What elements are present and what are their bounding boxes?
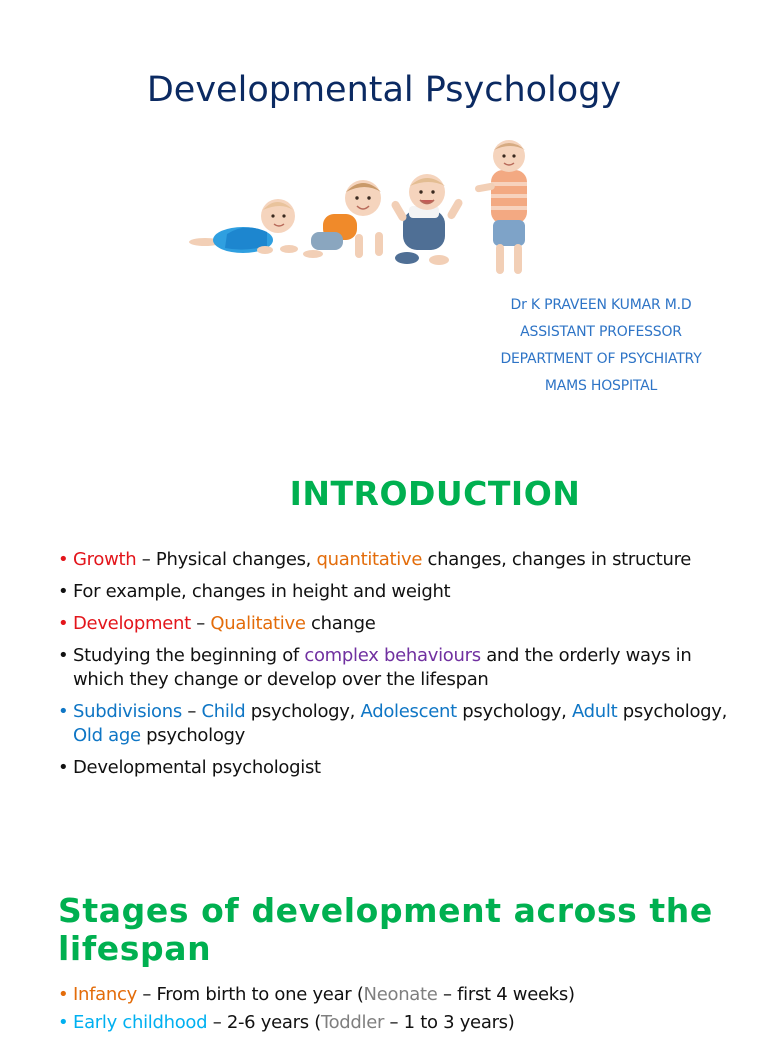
bullet-text: – From birth to one year ( xyxy=(136,984,364,1005)
bullet-dot-icon: • xyxy=(58,984,69,1005)
term-subdivisions: Subdivisions xyxy=(73,701,182,722)
bullet-text: psychology, xyxy=(617,701,728,722)
list-item xyxy=(58,612,738,636)
list-item xyxy=(58,756,738,780)
bullet-text: For example, changes in height and weight xyxy=(73,581,451,602)
list-item xyxy=(58,700,738,748)
baby-crawling-icon xyxy=(303,180,383,258)
title-slide xyxy=(0,0,768,440)
term-adolescent: Adolescent xyxy=(360,701,457,722)
bullet-text: changes, changes in structure xyxy=(422,549,692,570)
list-item xyxy=(58,1011,748,1035)
term-development: Development xyxy=(73,613,191,634)
term-toddler: Toddler xyxy=(320,1012,385,1033)
bullet-text: change xyxy=(305,613,376,634)
bullet-dot-icon: • xyxy=(58,757,69,778)
baby-lying-icon xyxy=(189,199,298,254)
slide-heading: INTRODUCTION xyxy=(289,474,581,513)
term-adult: Adult xyxy=(571,701,618,722)
term-early-childhood: Early childhood xyxy=(73,1012,208,1033)
list-item xyxy=(58,580,738,604)
author-department: DEPARTMENT OF PSYCHIATRY xyxy=(500,351,702,367)
term-growth: Growth xyxy=(73,549,137,570)
slide-heading: Stages of development across the lifespan xyxy=(58,891,713,968)
author-name: Dr K PRAVEEN KUMAR M.D xyxy=(510,297,692,313)
baby-sitting-icon xyxy=(390,174,464,265)
bullet-dot-icon: • xyxy=(58,549,69,570)
term-infancy: Infancy xyxy=(73,984,137,1005)
bullet-text: Developmental psychologist xyxy=(73,757,321,778)
term-qualitative: Qualitative xyxy=(210,613,306,634)
bullet-text: – Physical changes, xyxy=(136,549,317,570)
author-title: ASSISTANT PROFESSOR xyxy=(520,324,682,340)
term-old-age: Old age xyxy=(73,725,141,746)
term-quantitative: quantitative xyxy=(316,549,423,570)
bullet-text: – xyxy=(181,701,202,722)
bullet-dot-icon: • xyxy=(58,645,69,666)
bullet-list xyxy=(58,983,748,1039)
bullet-text: psychology xyxy=(140,725,246,746)
bullet-dot-icon: • xyxy=(58,613,69,634)
slide-title: Developmental Psychology xyxy=(146,70,622,110)
bullet-dot-icon: • xyxy=(58,701,69,722)
stages-slide xyxy=(0,840,768,1033)
bullet-text: Studying the beginning of xyxy=(73,645,305,666)
introduction-slide xyxy=(0,440,768,840)
baby-standing-icon xyxy=(474,140,527,274)
list-item xyxy=(58,644,738,692)
bullet-text: – 1 to 3 years) xyxy=(384,1012,515,1033)
bullet-dot-icon: • xyxy=(58,1012,69,1033)
term-neonate: Neonate xyxy=(363,984,438,1005)
term-complex-behaviours: complex behaviours xyxy=(304,645,481,666)
bullet-text: and the orderly ways in which they change or develop over the lifespan xyxy=(73,645,692,690)
author-info xyxy=(470,292,732,400)
bullet-text: – first 4 weeks) xyxy=(437,984,575,1005)
term-child: Child xyxy=(201,701,246,722)
bullet-text: psychology, xyxy=(456,701,572,722)
bullet-text: – xyxy=(190,613,211,634)
list-item xyxy=(58,548,738,572)
list-item xyxy=(58,983,748,1007)
bullet-text: – 2-6 years ( xyxy=(207,1012,321,1033)
bullet-dot-icon: • xyxy=(58,581,69,602)
bullet-text: psychology, xyxy=(245,701,361,722)
author-hospital: MAMS HOSPITAL xyxy=(544,378,658,394)
bullet-list xyxy=(58,548,738,788)
babies-development-stages-illustration xyxy=(185,136,545,282)
